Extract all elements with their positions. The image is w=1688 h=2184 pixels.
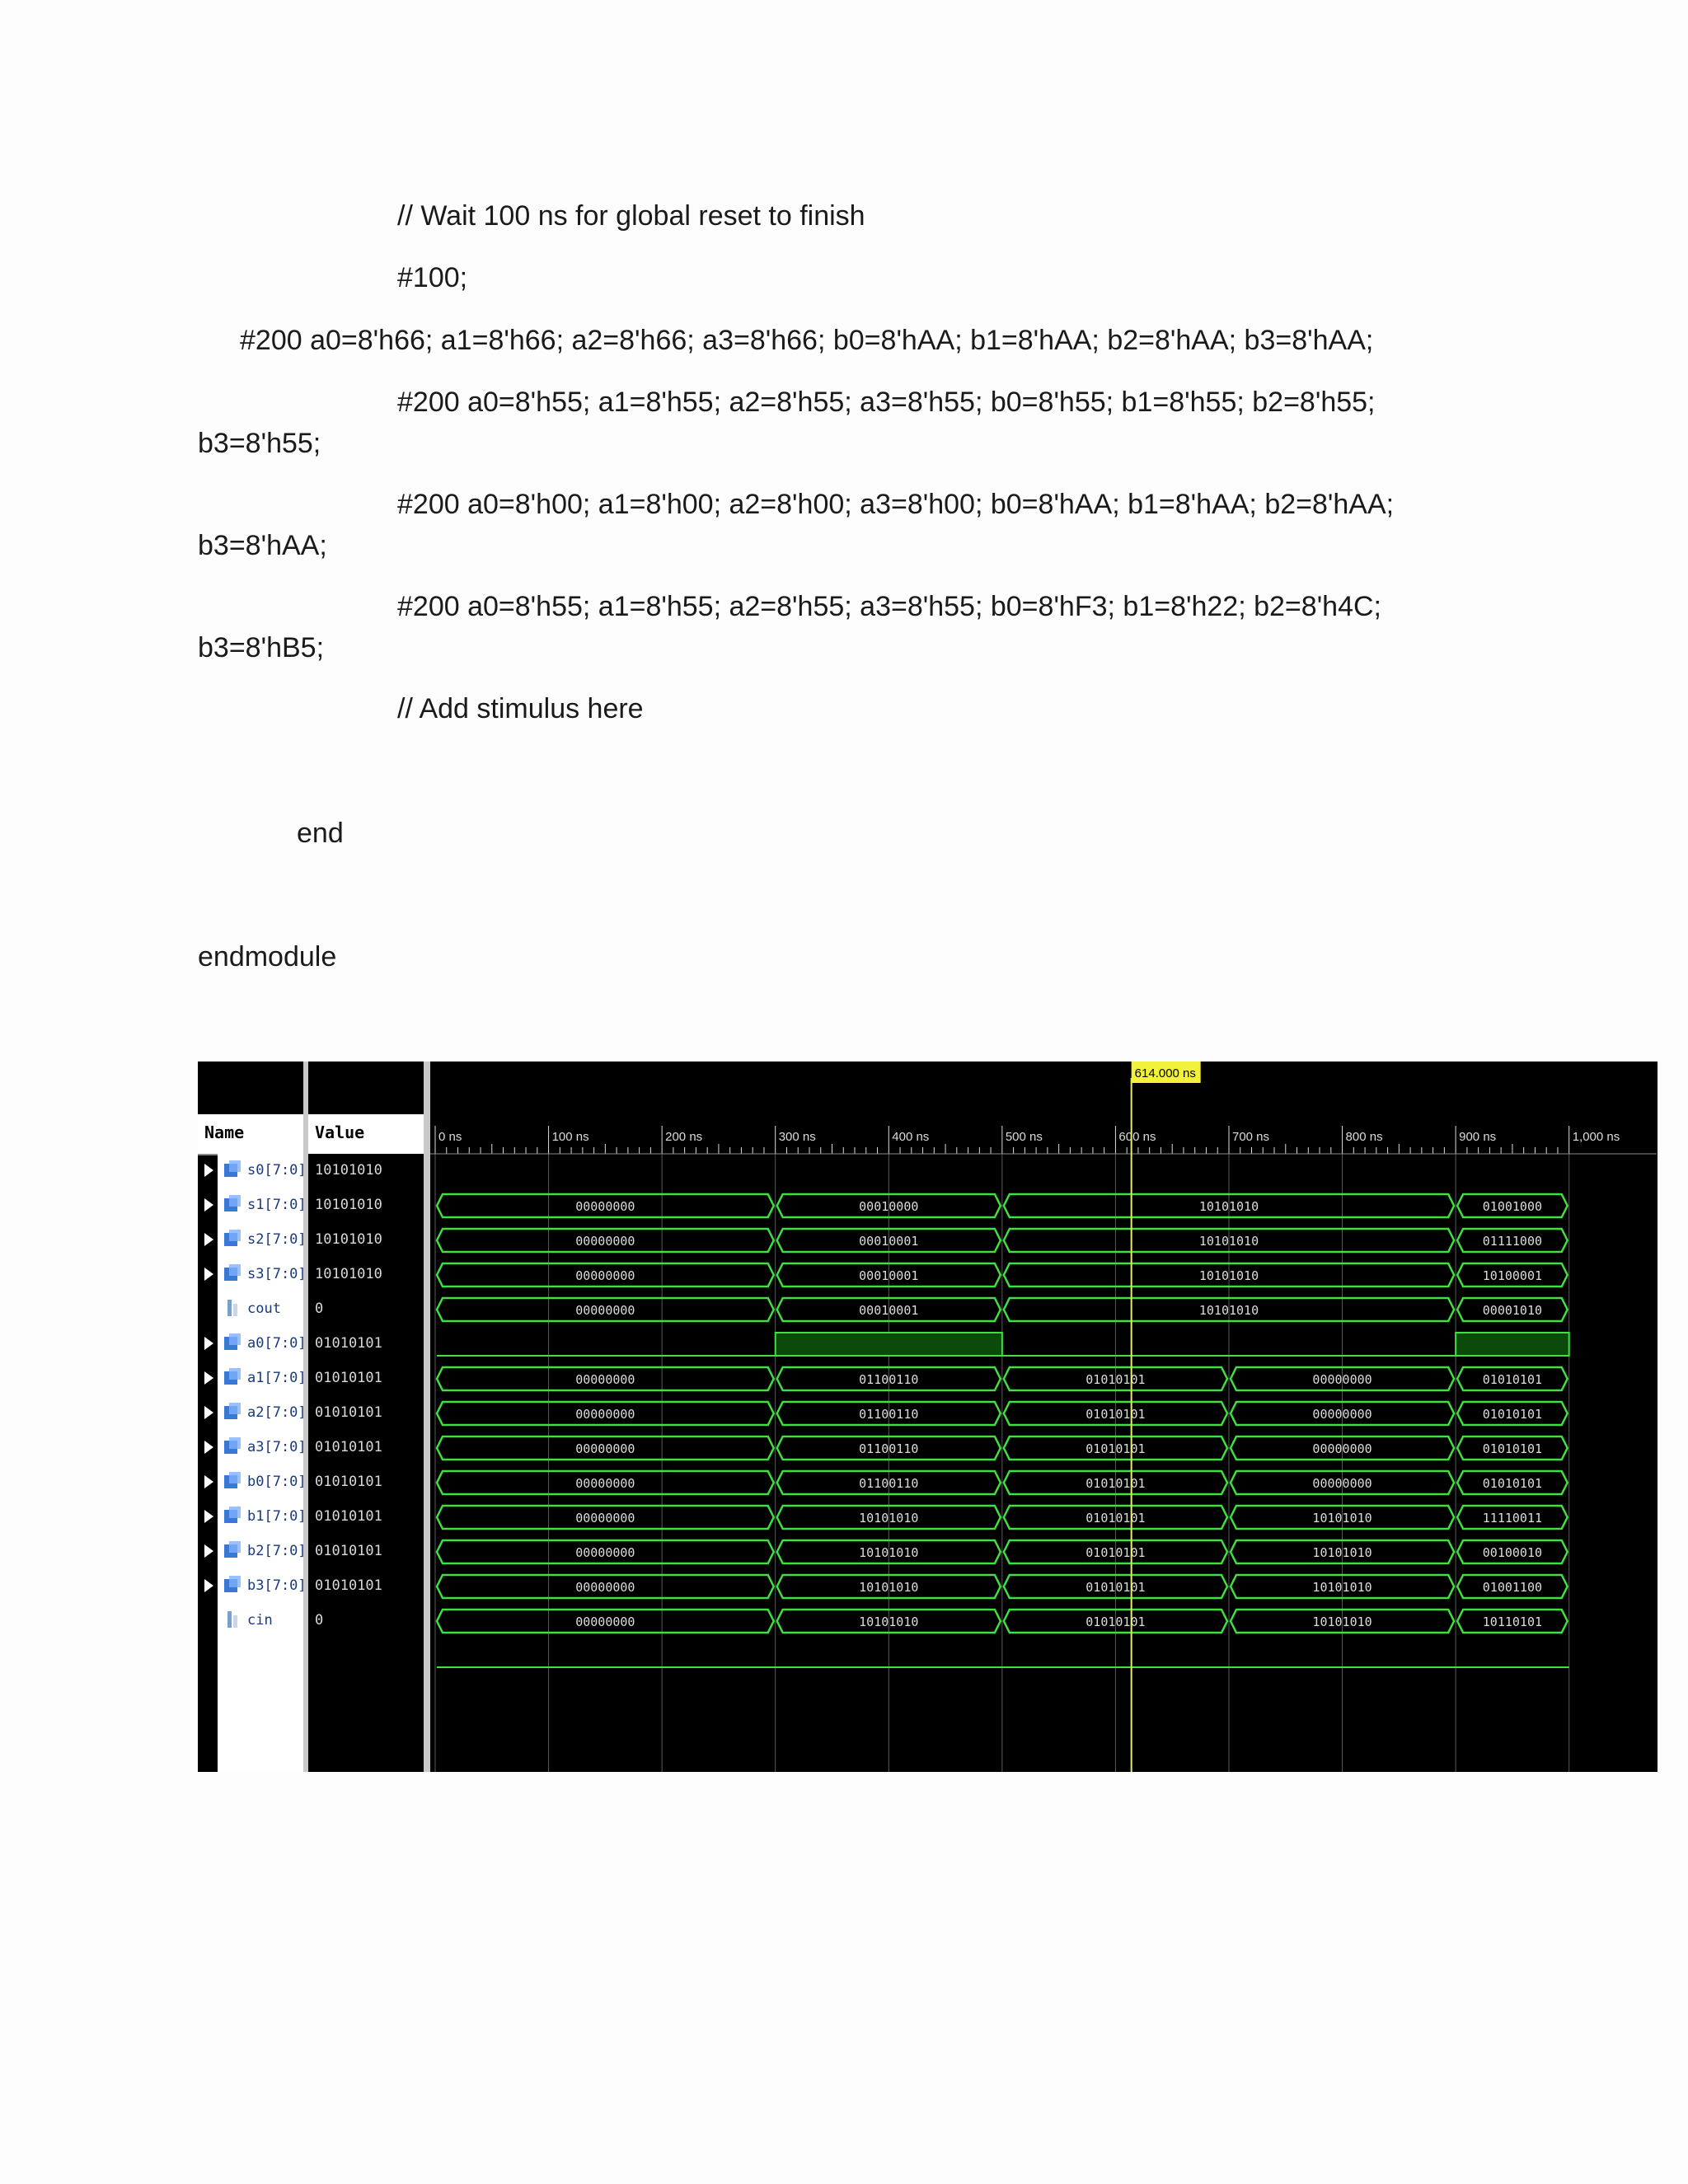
bus-value-label: 10101010 (1312, 1580, 1372, 1595)
signal-value: 10101010 (315, 1197, 382, 1213)
bus-value-label: 01100110 (859, 1476, 919, 1491)
signal-name: b1[7:0] (247, 1508, 307, 1525)
signal-value: 10101010 (315, 1162, 382, 1179)
signal-name: b2[7:0] (247, 1543, 307, 1559)
signal-value: 01010101 (315, 1439, 382, 1455)
bus-value-label: 00000000 (575, 1234, 635, 1249)
bus-value-label: 01010101 (1482, 1441, 1543, 1456)
signal-value: 01010101 (315, 1543, 382, 1559)
bus-value-label: 00000000 (575, 1545, 635, 1560)
signal-name: a0[7:0] (247, 1335, 307, 1352)
bus-value-label: 10101010 (1198, 1303, 1259, 1318)
bus-value-label: 01010101 (1085, 1511, 1146, 1526)
bus-value-label: 10101010 (1198, 1234, 1259, 1249)
time-axis-label: 200 ns (665, 1130, 703, 1144)
bus-value-label: 10101010 (1198, 1199, 1259, 1214)
time-axis-label: 600 ns (1118, 1130, 1156, 1144)
bus-value-label: 10101010 (859, 1580, 919, 1595)
code-stimulus-4: #200 a0=8'h55; a1=8'h55; a2=8'h55; a3=8'h55; b0=8'hF3; b1=8'h22; b2=8'h4C; (397, 591, 1382, 622)
bus-value-label: 00000000 (575, 1441, 635, 1456)
bus-value-label: 00010000 (859, 1199, 919, 1214)
signal-value: 0 (315, 1301, 324, 1317)
waveform-canvas[interactable] (198, 1062, 1658, 1772)
signal-name: b0[7:0] (247, 1474, 307, 1490)
bus-value-label: 01010101 (1482, 1372, 1543, 1387)
bus-value-label: 10101010 (1312, 1615, 1372, 1629)
code-stimulus-4-wrap: b3=8'hB5; (198, 632, 325, 663)
bus-value-label: 00000000 (575, 1407, 635, 1422)
signal-name: a3[7:0] (247, 1439, 307, 1455)
bus-value-label: 00100010 (1482, 1545, 1543, 1560)
bus-value-label: 01010101 (1482, 1476, 1543, 1491)
signal-value: 01010101 (315, 1508, 382, 1525)
signal-value: 10101010 (315, 1266, 382, 1282)
time-axis-label: 400 ns (892, 1130, 930, 1144)
signal-value: 01010101 (315, 1404, 382, 1421)
bus-value-label: 01010101 (1085, 1545, 1146, 1560)
bus-value-label: 00000000 (575, 1268, 635, 1283)
code-stimulus-2: #200 a0=8'h55; a1=8'h55; a2=8'h55; a3=8'h55; b0=8'h55; b1=8'h55; b2=8'h55; (397, 387, 1376, 418)
time-axis-label: 500 ns (1005, 1130, 1043, 1144)
bus-value-label: 10101010 (1312, 1545, 1372, 1560)
bus-value-label: 10110101 (1482, 1615, 1543, 1629)
code-stimulus-1: #200 a0=8'h66; a1=8'h66; a2=8'h66; a3=8'h66; b0=8'hAA; b1=8'hAA; b2=8'hAA; b3=8'hAA; (240, 325, 1374, 356)
signal-value: 01010101 (315, 1577, 382, 1594)
bus-value-label: 00001010 (1482, 1303, 1543, 1318)
code-stimulus-3: #200 a0=8'h00; a1=8'h00; a2=8'h00; a3=8'h00; b0=8'hAA; b1=8'hAA; b2=8'hAA; (397, 489, 1395, 520)
bus-value-label: 01100110 (859, 1441, 919, 1456)
bus-value-label: 00000000 (575, 1580, 635, 1595)
signal-name: s3[7:0] (247, 1266, 307, 1282)
signal-name: s2[7:0] (247, 1231, 307, 1248)
bus-value-label: 01010101 (1482, 1407, 1543, 1422)
signal-name: s1[7:0] (247, 1197, 307, 1213)
time-axis-label: 700 ns (1231, 1130, 1270, 1144)
code-comment-stimulus: // Add stimulus here (397, 693, 644, 724)
signal-value: 01010101 (315, 1335, 382, 1352)
time-axis-label: 900 ns (1459, 1130, 1497, 1144)
signal-name: cin (247, 1612, 273, 1629)
signal-name: s0[7:0] (247, 1162, 307, 1179)
bus-value-label: 00000000 (575, 1476, 635, 1491)
time-axis-label: 800 ns (1345, 1130, 1383, 1144)
time-axis-label: 100 ns (551, 1130, 589, 1144)
name-header-label: Name (204, 1122, 245, 1142)
bus-value-label: 10101010 (859, 1545, 919, 1560)
bus-value-label: 01001100 (1482, 1580, 1543, 1595)
code-comment-wait: // Wait 100 ns for global reset to finish (397, 200, 865, 232)
bit-high-pulse (776, 1333, 1002, 1356)
bus-value-label: 01010101 (1085, 1372, 1146, 1387)
signal-name: a2[7:0] (247, 1404, 307, 1421)
signal-value: 0 (315, 1612, 324, 1629)
time-axis-label: 300 ns (778, 1130, 816, 1144)
bus-value-label: 11110011 (1482, 1511, 1543, 1526)
bus-value-label: 00000000 (1312, 1441, 1372, 1456)
value-header-label: Value (315, 1122, 365, 1142)
bus-value-label: 10101010 (1312, 1511, 1372, 1526)
bus-value-label: 01111000 (1482, 1234, 1543, 1249)
bus-value-label: 00000000 (575, 1615, 635, 1629)
time-axis-label: 0 ns (438, 1130, 462, 1144)
bus-value-label: 00000000 (575, 1199, 635, 1214)
bus-value-label: 00000000 (575, 1511, 635, 1526)
signal-name: b3[7:0] (247, 1577, 307, 1594)
signal-name: a1[7:0] (247, 1370, 307, 1386)
time-axis-label: 1,000 ns (1572, 1130, 1620, 1144)
bus-value-label: 01010101 (1085, 1580, 1146, 1595)
signal-value: 01010101 (315, 1370, 382, 1386)
code-stimulus-2-wrap: b3=8'h55; (198, 428, 321, 459)
bus-value-label: 01010101 (1085, 1441, 1146, 1456)
signal-value: 10101010 (315, 1231, 382, 1248)
code-delay-100: #100; (397, 262, 468, 293)
signal-value: 01010101 (315, 1474, 382, 1490)
bus-value-label: 01010101 (1085, 1407, 1146, 1422)
time-cursor-label: 614.000 ns (1134, 1066, 1196, 1080)
bus-value-label: 00000000 (575, 1303, 635, 1318)
bus-value-label: 00010001 (859, 1268, 919, 1283)
bus-value-label: 01010101 (1085, 1615, 1146, 1629)
bus-value-label: 01100110 (859, 1407, 919, 1422)
bus-value-label: 00010001 (859, 1234, 919, 1249)
bit-high-pulse (1456, 1333, 1569, 1356)
bus-value-label: 10101010 (859, 1511, 919, 1526)
bus-value-label: 00000000 (1312, 1372, 1372, 1387)
waveform-viewer (198, 1062, 1658, 1772)
bus-value-label: 01001000 (1482, 1199, 1543, 1214)
bus-value-label: 10100001 (1482, 1268, 1543, 1283)
code-end: end (297, 818, 344, 849)
bus-value-label: 00000000 (575, 1372, 635, 1387)
bus-value-label: 10101010 (1198, 1268, 1259, 1283)
bus-value-label: 00000000 (1312, 1476, 1372, 1491)
bus-value-label: 10101010 (859, 1615, 919, 1629)
bus-value-label: 01100110 (859, 1372, 919, 1387)
bus-value-label: 00010001 (859, 1303, 919, 1318)
signal-name: cout (247, 1301, 281, 1317)
bus-value-label: 00000000 (1312, 1407, 1372, 1422)
code-endmodule: endmodule (198, 941, 337, 972)
bus-value-label: 01010101 (1085, 1476, 1146, 1491)
code-stimulus-3-wrap: b3=8'hAA; (198, 530, 327, 561)
